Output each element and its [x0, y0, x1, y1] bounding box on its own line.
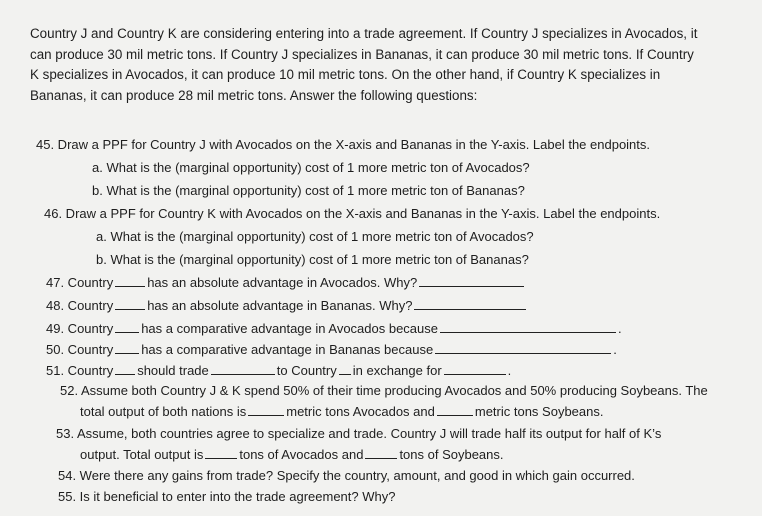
intro-line: can produce 30 mil metric tons. If Country J specializes in Bananas, it can produce 30 mil metric tons. If Country	[30, 46, 694, 62]
question-53-line2	[80, 447, 504, 462]
answer-blank[interactable]	[115, 298, 145, 310]
question-54: 54. Were there any gains from trade? Specify the country, amount, and good in which gain occurred.	[58, 468, 635, 483]
answer-blank[interactable]	[115, 275, 145, 287]
answer-blank[interactable]	[205, 447, 237, 459]
answer-blank[interactable]	[435, 342, 611, 354]
answer-blank[interactable]	[115, 342, 139, 354]
question-51	[46, 363, 511, 378]
question-text: has a comparative advantage in Avocados because	[141, 321, 439, 336]
question-text: has an absolute advantage in Bananas. Why?	[147, 298, 413, 313]
question-52-line2	[80, 404, 603, 419]
question-text: to Country	[276, 363, 337, 378]
answer-blank[interactable]	[211, 363, 275, 375]
question-47	[46, 275, 526, 290]
intro-paragraph	[30, 24, 730, 106]
question-46: 46. Draw a PPF for Country K with Avocados on the X-axis and Bananas in the Y-axis. Label the endpoints.	[44, 206, 661, 221]
question-text: 49. Country	[46, 321, 114, 336]
question-text: metric tons Soybeans.	[474, 404, 604, 419]
question-text: 50. Country	[46, 342, 114, 357]
intro-line: Country J and Country K are considering entering into a trade agreement. If Country J specializes in Avocados, it	[30, 26, 698, 41]
answer-blank[interactable]	[440, 321, 616, 333]
answer-blank[interactable]	[339, 363, 351, 375]
question-text: .	[618, 321, 622, 336]
question-49	[46, 321, 622, 336]
question-text: has an absolute advantage in Avocados. Why?	[147, 275, 418, 290]
question-46b: b. What is the (marginal opportunity) cost of 1 more metric ton of Bananas?	[96, 252, 529, 267]
answer-blank[interactable]	[437, 404, 473, 416]
question-45b: b. What is the (marginal opportunity) cost of 1 more metric ton of Bananas?	[92, 183, 525, 198]
question-text: has a comparative advantage in Bananas because	[141, 342, 434, 357]
question-50	[46, 342, 617, 357]
answer-blank[interactable]	[414, 298, 526, 310]
question-55: 55. Is it beneficial to enter into the trade agreement? Why?	[58, 489, 396, 504]
answer-blank[interactable]	[115, 363, 135, 375]
question-48	[46, 298, 528, 313]
question-text: in exchange for	[352, 363, 442, 378]
question-text: .	[613, 342, 617, 357]
question-text: 51. Country	[46, 363, 114, 378]
answer-blank[interactable]	[115, 321, 139, 333]
question-53: 53. Assume, both countries agree to specialize and trade. Country J will trade half its output for half of K’s	[56, 426, 662, 441]
question-text: total output of both nations is	[80, 404, 247, 419]
question-45: 45. Draw a PPF for Country J with Avocados on the X-axis and Bananas in the Y-axis. Label the endpoints.	[36, 137, 651, 152]
question-text: tons of Avocados and	[239, 447, 364, 462]
answer-blank[interactable]	[365, 447, 397, 459]
question-45a: a. What is the (marginal opportunity) cost of 1 more metric ton of Avocados?	[92, 160, 530, 175]
question-52: 52. Assume both Country J & K spend 50% of their time producing Avocados and 50% producing Soybeans. The	[60, 383, 708, 398]
question-text: tons of Soybeans.	[399, 447, 504, 462]
question-text: output. Total output is	[80, 447, 204, 462]
question-text: should trade	[137, 363, 209, 378]
question-text: metric tons Avocados and	[286, 404, 435, 419]
answer-blank[interactable]	[419, 275, 524, 287]
intro-line: Bananas, it can produce 28 mil metric tons. Answer the following questions:	[30, 87, 478, 103]
intro-line: K specializes in Avocados, it can produce 10 mil metric tons. On the other hand, if Country K specializes in	[30, 67, 661, 82]
question-text: 47. Country	[46, 275, 114, 290]
question-text: .	[507, 363, 512, 378]
question-text: 48. Country	[46, 298, 114, 313]
answer-blank[interactable]	[444, 363, 506, 375]
question-46a: a. What is the (marginal opportunity) cost of 1 more metric ton of Avocados?	[96, 229, 534, 244]
answer-blank[interactable]	[248, 404, 284, 416]
